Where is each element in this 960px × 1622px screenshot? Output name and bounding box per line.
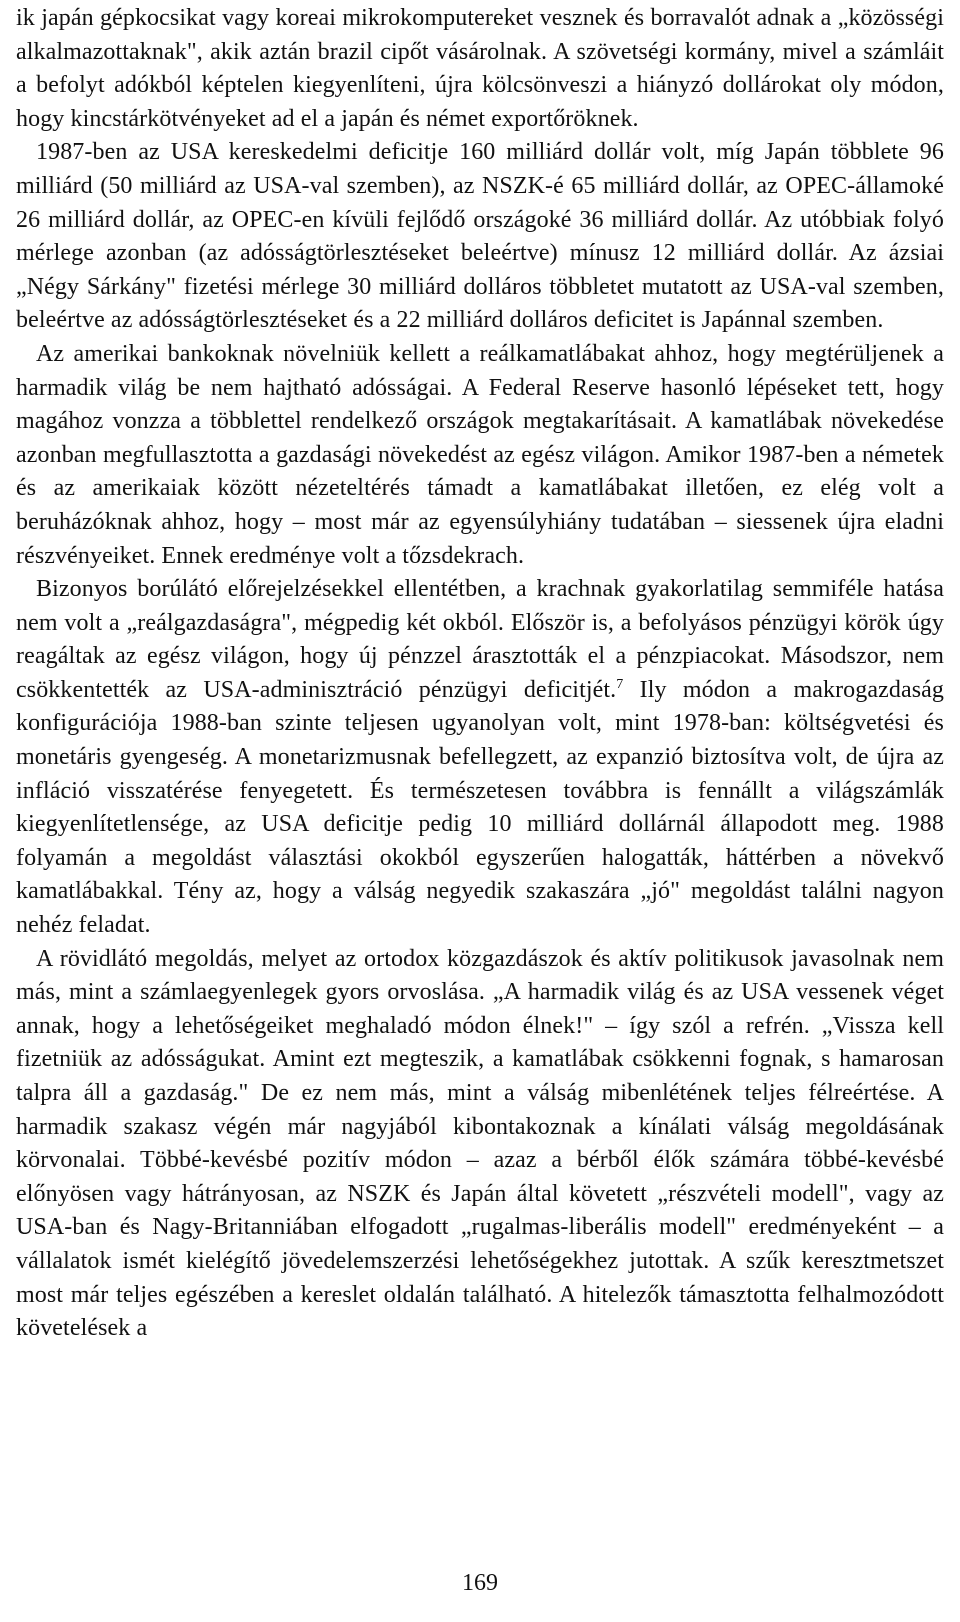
paragraph-4 bbox=[16, 573, 944, 943]
footnote-marker: 7 bbox=[616, 676, 624, 692]
paragraph-3: Az amerikai bankoknak növelniük kellett a reálkamatlábakat ahhoz, hogy megtérüljenek a harmadik világ be nem hajtható adósságai. A Federal Reserve hasonló lépéseket tett, hogy magához vonzza a többlettel rendelkező országok megtakarításait. A kamatlábak növekedése azonban megfullasztotta a gazdasági növekedést az egész világon. Amikor 1987-ben a németek és az amerikaiak között nézeteltérés támadt a kamatlábakat illetően, ez elég volt a beruházóknak ahhoz, hogy – most már az egyensúlyhiány tudatában – siessenek újra eladni részvényeiket. Ennek eredménye volt a tőzsdekrach. bbox=[16, 340, 944, 569]
paragraph-4-part-2: Ily módon a makrogazdaság konfigurációja 1988-ban szinte teljesen ugyanolyan volt, mint 1978-ban: költségvetési és monetáris gyengeség. A monetarizmusnak befellegzett, az expanzió biztosítva volt, de újra az infláció visszatérése fenyegetett. És természetesen továbbra is fennállt a világszámlák kiegyenlítetlensége, az USA deficitje pedig 10 milliárd dollárnál állapodott meg. 1988 folyamán a megoldást választási okokból egyszerűen halogatták, háttérben a növekvő kamatlábakkal. Tény az, hogy a válság negyedik szakaszára „jó" megoldást találni nagyon nehéz feladat. bbox=[16, 676, 945, 939]
page-number: 169 bbox=[462, 1570, 498, 1596]
body-text bbox=[16, 2, 944, 1346]
paragraph-4-part-1: Bizonyos borúlátó előrejelzésekkel ellentétben, a krachnak gyakorlatilag semmiféle hatása nem volt a „reálgazdaságra", mégpedig két okból. Először is, a befolyásos pénzügyi körök úgy reagáltak az egész világon, hogy új pénzzel árasztották el a pénzpiacokat. Másodszor, nem csökkentették az USA-adminisztráció pénzügyi deficitjét. bbox=[16, 576, 944, 703]
paragraph-1: ik japán gépkocsikat vagy koreai mikrokomputereket vesznek és borravalót adnak a „közösségi alkalmazottaknak", akik aztán brazil cipőt vásárolnak. A szövetségi kormány, mivel a számláit a befolyt adókból képtelen kiegyenlíteni, újra kölcsönveszi a hiányzó dollárokat oly módon, hogy kincstárkötvényeket ad el a japán és német exportőröknek. bbox=[16, 5, 944, 132]
paragraph-5: A rövidlátó megoldás, melyet az ortodox közgazdászok és aktív politikusok javasolnak nem más, mint a számlaegyenlegek gyors orvoslása. „A harmadik világ és az USA vessenek véget annak, hogy a lehetőségeiket meghaladó módon élnek!" – így szól a refrén. „Vissza kell fizetniük az adósságukat. Amint ezt megteszik, a kamatlábak csökkenni fognak, s hamarosan talpra áll a gazdaság." De ez nem más, mint a válság mibenlétének teljes félreértése. A harmadik szakasz végén már nagyjából kibontakoznak a kínálati válság megoldásának körvonalai. Többé-kevésbé pozitív módon – azaz a bérből élők számára többé-kevésbé előnyösen vagy hátrányosan, az NSZK és Japán által követett „részvételi modell", vagy az USA-ban és Nagy-Britanniában elfogadott „rugalmas-liberális modell" eredményeként – a vállalatok ismét kielégítő jövedelemszerzési lehetőségekhez jutottak. A szűk keresztmetszet most már teljes egészében a kereslet oldalán található. A hitelezők támasztotta felhalmozódott követelések a bbox=[16, 945, 944, 1342]
paragraph-2: 1987-ben az USA kereskedelmi deficitje 160 milliárd dollár volt, míg Japán többlete 96 milliárd (50 milliárd az USA-val szemben), az NSZK-é 65 milliárd dollár, az OPEC-államoké 26 milliárd dollár, az OPEC-en kívüli fejlődő országoké 36 milliárd dollár. Az utóbbiak folyó mérlege azonban (az adósságtörlesztéseket beleértve) mínusz 12 milliárd dollár. Az ázsiai „Négy Sárkány" fizetési mérlege 30 milliárd dolláros többletet mutatott az USA-val szemben, beleértve az adósságtörlesztéseket és a 22 milliárd dolláros deficitet is Japánnal szemben. bbox=[16, 139, 944, 334]
